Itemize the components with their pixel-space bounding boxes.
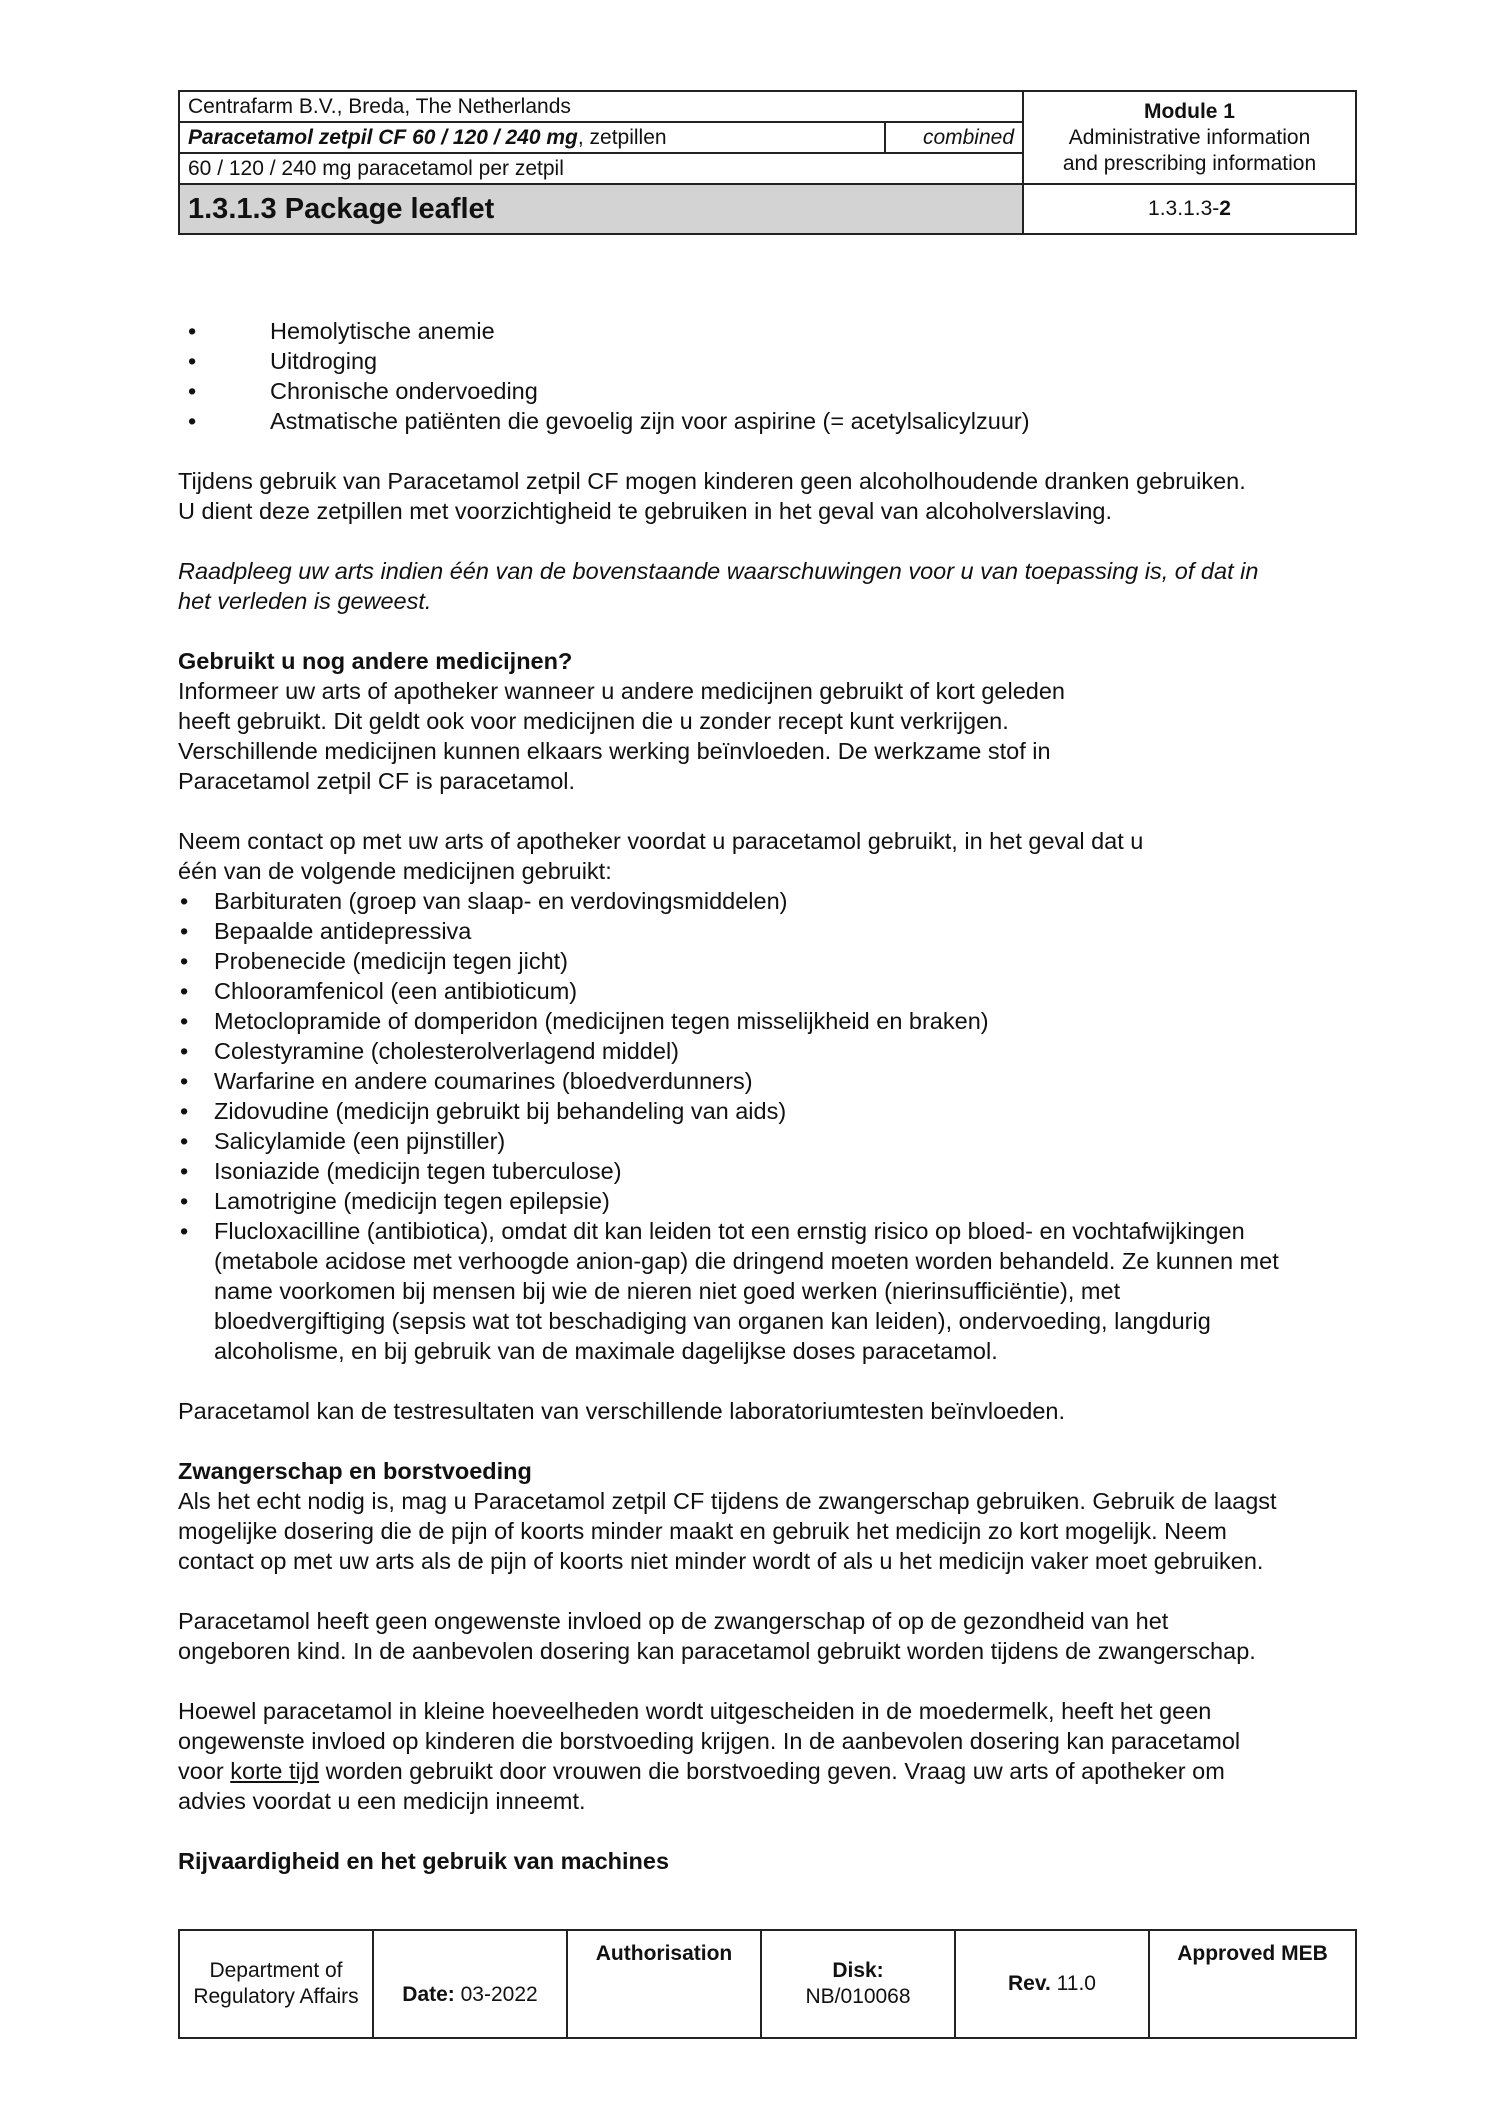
list-item: • Barbituraten (groep van slaap- en verdovingsmiddelen)	[178, 886, 1358, 916]
list-item: • Salicylamide (een pijnstiller)	[178, 1126, 1358, 1156]
breastfeeding-line-2: ongewenste invloed op kinderen die borstvoeding krijgen. In de aanbevolen dosering kan paracetamol	[178, 1728, 1241, 1754]
medicines-line-3: Verschillende medicijnen kunnen elkaars werking beïnvloeden. De werkzame stof in	[178, 738, 1051, 764]
list-item: • Chlooramfenicol (een antibioticum)	[178, 976, 1358, 1006]
warning-line-1: Raadpleeg uw arts indien één van de bovenstaande waarschuwingen voor u van toepassing is, of dat in	[178, 558, 1259, 584]
list-item: • Lamotrigine (medicijn tegen epilepsie)	[178, 1186, 1358, 1216]
leaflet-body	[178, 316, 1358, 1876]
approved-cell: Approved MEB	[1149, 1930, 1356, 2038]
page-number: 2	[1219, 197, 1231, 220]
bf-underlined: korte tijd	[230, 1758, 320, 1784]
page-number-cell	[1023, 184, 1356, 234]
bf-post: worden gebruikt door vrouwen die borstvoeding geven. Vraag uw arts of apotheker om	[319, 1758, 1225, 1784]
medicines-line-1: Informeer uw arts of apotheker wanneer u andere medicijnen gebruikt of kort geleden	[178, 678, 1065, 704]
rev-value: 11.0	[1050, 1972, 1096, 1995]
medicines-line-2: heeft gebruikt. Dit geldt ook voor medicijnen die u zonder recept kunt verkrijgen.	[178, 708, 1009, 734]
breastfeeding-line-1: Hoewel paracetamol in kleine hoeveelheden wordt uitgescheiden in de moedermelk, heeft het geen	[178, 1698, 1212, 1724]
document-header	[178, 90, 1357, 235]
flucloxacilline-line-5: alcoholisme, en bij gebruik van de maximale dagelijkse doses paracetamol.	[214, 1338, 998, 1364]
module-line-2: Administrative information	[1068, 125, 1311, 149]
list-item-flucloxacilline	[178, 1216, 1358, 1366]
date-label: Date:	[402, 1983, 455, 2006]
contact-line-1: Neem contact op met uw arts of apotheker voordat u paracetamol gebruikt, in het geval dat u	[178, 828, 1144, 854]
contact-line-2: één van de volgende medicijnen gebruikt:	[178, 858, 612, 884]
list-item: • Probenecide (medicijn tegen jicht)	[178, 946, 1358, 976]
warning-line-2: het verleden is geweest.	[178, 588, 432, 614]
list-item: • Warfarine en andere coumarines (bloedverdunners)	[178, 1066, 1358, 1096]
interaction-list	[178, 886, 1358, 1366]
lab-line: Paracetamol kan de testresultaten van verschillende laboratoriumtesten beïnvloeden.	[178, 1398, 1065, 1424]
unborn-line-1: Paracetamol heeft geen ongewenste invloed op de zwangerschap of op de gezondheid van het	[178, 1608, 1169, 1634]
list-item: • Astmatische patiënten die gevoelig zijn voor aspirine (= acetylsalicylzuur)	[178, 406, 1358, 436]
product-cell	[179, 122, 885, 153]
list-item: • Colestyramine (cholesterolverlagend middel)	[178, 1036, 1358, 1066]
authorisation-cell: Authorisation	[567, 1930, 761, 2038]
list-item: • Bepaalde antidepressiva	[178, 916, 1358, 946]
list-item: • Uitdroging	[178, 346, 1358, 376]
list-item: • Metoclopramide of domperidon (medicijnen tegen misselijkheid en braken)	[178, 1006, 1358, 1036]
rev-label: Rev.	[1008, 1972, 1051, 1995]
pregnancy-line-2: mogelijke dosering die de pijn of koorts minder maakt en gebruik het medicijn zo kort mogelijk. Neem	[178, 1518, 1227, 1544]
condition-list	[178, 316, 1358, 436]
alcohol-line-1: Tijdens gebruik van Paracetamol zetpil CF mogen kinderen geen alcoholhoudende dranken gebruiken.	[178, 468, 1246, 494]
list-item: • Chronische ondervoeding	[178, 376, 1358, 406]
breastfeeding-line-3	[178, 1756, 1358, 1786]
flucloxacilline-line-1: • Flucloxacilline (antibiotica), omdat dit kan leiden tot een ernstig risico op bloed- en vochtafwijkingen	[214, 1218, 1245, 1244]
heading-other-medicines: Gebruikt u nog andere medicijnen?	[178, 648, 573, 674]
unborn-line-2: ongeboren kind. In de aanbevolen dosering kan paracetamol gebruikt worden tijdens de zwangerschap.	[178, 1638, 1256, 1664]
revision-cell	[955, 1930, 1149, 2038]
flucloxacilline-line-4: bloedvergiftiging (sepsis wat tot beschadiging van organen kan leiden), ondervoeding, langdurig	[214, 1308, 1211, 1334]
module-title: Module 1	[1143, 99, 1235, 123]
disk-cell	[761, 1930, 955, 2038]
combined-cell: combined	[885, 122, 1023, 153]
department-cell	[179, 1930, 373, 2038]
department-line-1: Department of	[209, 1959, 343, 1982]
section-title: 1.3.1.3 Package leaflet	[179, 184, 1023, 234]
flucloxacilline-line-3: name voorkomen bij mensen bij wie de nieren niet goed werken (nierinsufficiëntie), met	[214, 1278, 1121, 1304]
pregnancy-line-3: contact op met uw arts als de pijn of koorts niet minder wordt of als u het medicijn vaker moet gebruiken.	[178, 1548, 1264, 1574]
company-cell: Centrafarm B.V., Breda, The Netherlands	[179, 91, 1023, 122]
date-value: 03-2022	[454, 1983, 538, 2006]
list-item: • Isoniazide (medicijn tegen tuberculose)	[178, 1156, 1358, 1186]
breastfeeding-line-4: advies voordat u een medicijn inneemt.	[178, 1788, 586, 1814]
strength-cell: 60 / 120 / 240 mg paracetamol per zetpil	[179, 153, 1023, 184]
product-name: Paracetamol zetpil CF 60 / 120 / 240 mg	[188, 125, 578, 149]
date-cell	[373, 1930, 567, 2038]
document-footer	[178, 1929, 1357, 2039]
heading-driving: Rijvaardigheid en het gebruik van machines	[178, 1848, 670, 1874]
page-prefix: 1.3.1.3-	[1148, 197, 1220, 220]
disk-value: NB/010068	[805, 1985, 911, 2008]
alcohol-line-2: U dient deze zetpillen met voorzichtigheid te gebruiken in het geval van alcoholverslaving.	[178, 498, 1113, 524]
bf-pre: voor	[178, 1758, 231, 1784]
pregnancy-line-1: Als het echt nodig is, mag u Paracetamol zetpil CF tijdens de zwangerschap gebruiken. Gebruik de laagst	[178, 1488, 1277, 1514]
list-item: • Hemolytische anemie	[178, 316, 1358, 346]
flucloxacilline-line-2: (metabole acidose met verhoogde anion-gap) die dringend moeten worden behandeld. Ze kunnen met	[214, 1248, 1279, 1274]
list-item: • Zidovudine (medicijn gebruikt bij behandeling van aids)	[178, 1096, 1358, 1126]
heading-pregnancy: Zwangerschap en borstvoeding	[178, 1458, 532, 1484]
medicines-line-4: Paracetamol zetpil CF is paracetamol.	[178, 768, 576, 794]
module-line-3: and prescribing information	[1062, 151, 1317, 175]
disk-label: Disk:	[832, 1959, 884, 1982]
product-suffix: , zetpillen	[577, 125, 667, 149]
department-line-2: Regulatory Affairs	[193, 1985, 359, 2008]
module-cell	[1023, 91, 1356, 184]
